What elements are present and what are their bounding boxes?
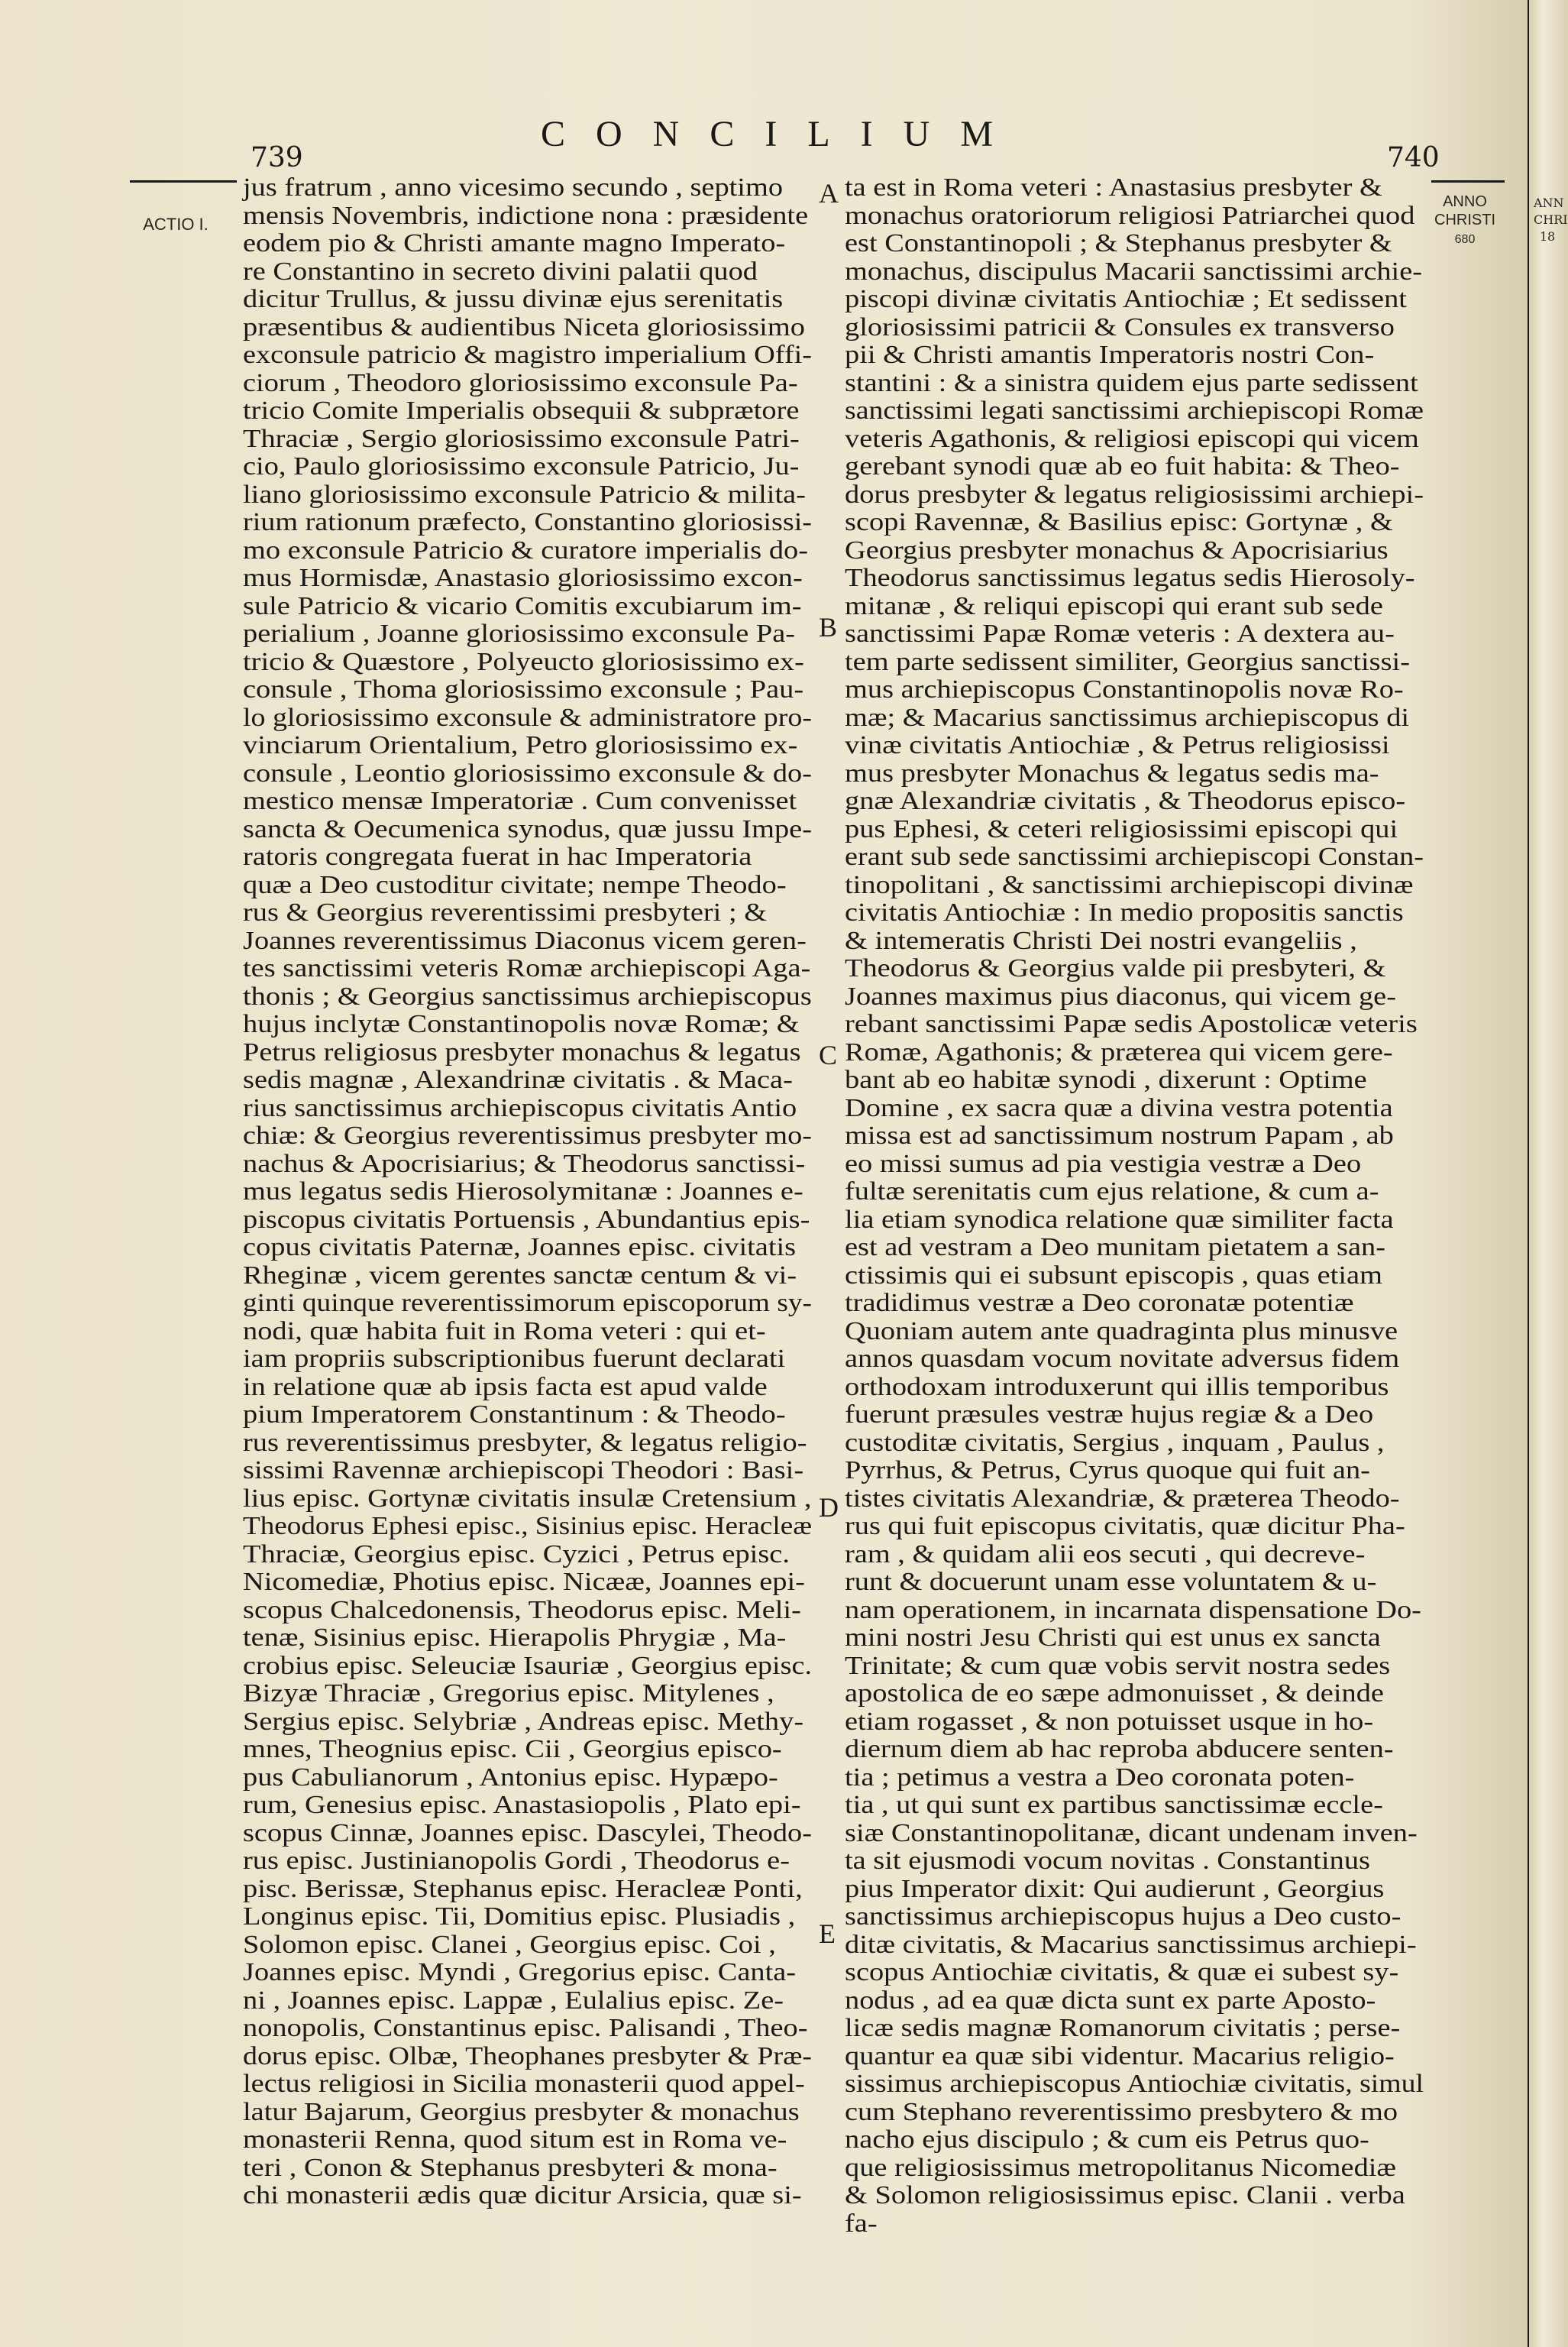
text-line: ciorum , Theodoro gloriosissimo exconsule Pa- <box>243 368 798 397</box>
text-line: rium rationum præfecto, Constantino gloriosissi- <box>243 508 812 536</box>
text-line: sedis magnæ , Alexandrinæ civitatis . & Maca- <box>243 1066 793 1094</box>
text-line: exconsule patricio & magistro imperialium Offi- <box>243 341 812 369</box>
text-line: stantini : & a sinistra quidem ejus parte sedissent <box>845 368 1418 397</box>
text-line: annos quasdam vocum novitate adversus fidem <box>845 1345 1400 1373</box>
text-line: Solomon episc. Clanei , Georgius episc. Coi , <box>243 1930 776 1959</box>
text-line: scopus Antiochiæ civitatis, & quæ ei subest sy- <box>845 1958 1399 1986</box>
text-line: Sergius episc. Selybriæ , Andreas episc. Methy- <box>243 1707 804 1736</box>
text-line: monachus, discipulus Macarii sanctissimi archie- <box>845 257 1423 286</box>
text-line: mo exconsule Patricio & curatore imperialis do- <box>243 536 809 565</box>
text-line: pius Imperator dixit: Qui audierunt , Georgius <box>845 1874 1385 1903</box>
text-line: cio, Paulo gloriosissimo exconsule Patricio, Ju- <box>243 452 800 481</box>
text-line: Trinitate; & cum quæ vobis servit nostra sedes <box>845 1651 1391 1680</box>
text-line: diernum diem ab hac reproba abducere senten- <box>845 1735 1394 1763</box>
text-line: tinopolitani , & sanctissimi archiepiscopi divinæ <box>845 870 1414 899</box>
text-line: rus reverentissimus presbyter, & legatus religio- <box>243 1428 807 1457</box>
text-line: missa est ad sanctissimum nostrum Papam , ab <box>845 1122 1394 1150</box>
text-line: Nicomediæ, Photius episc. Nicææ, Joannes epi- <box>243 1568 805 1596</box>
text-line: scopus Chalcedonensis, Theodorus episc. Meli- <box>243 1595 801 1624</box>
text-line: tes sanctissimi veteris Romæ archiepiscopi Aga- <box>243 954 811 983</box>
text-line: præsentibus & audientibus Niceta gloriosissimo <box>243 312 805 342</box>
text-line: mini nostri Jesu Christi qui est unus ex sancta <box>845 1623 1381 1652</box>
text-line: consule , Thoma gloriosissimo exconsule ; Pau- <box>243 675 804 704</box>
text-line: Romæ, Agathonis; & præterea qui vicem gere- <box>845 1038 1393 1067</box>
text-line: sissimus archiepiscopus Antiochiæ civitatis, simul <box>845 2070 1424 2098</box>
left-text-column <box>243 174 812 2210</box>
text-line: erant sub sede sanctissimi archiepiscopi Constan- <box>845 843 1424 871</box>
text-line: & intemeratis Christi Dei nostri evangeliis , <box>845 926 1357 955</box>
text-line: scopus Cinnæ, Joannes episc. Dascylei, Theodo- <box>243 1818 812 1847</box>
text-line: tia ; petimus a vestra a Deo coronata poten- <box>845 1763 1355 1792</box>
text-line: ta sit ejusmodi vocum novitas . Constantinus <box>845 1847 1370 1875</box>
text-line: ctissimis qui ei subsunt episcopis , quas etiam <box>845 1261 1382 1290</box>
text-line: rebant sanctissimi Papæ sedis Apostolicæ veteris <box>845 1010 1418 1038</box>
text-line: copus civitatis Paternæ, Joannes episc. civitatis <box>243 1233 797 1261</box>
text-line: dorus presbyter & legatus religiosissimi archiepi- <box>845 480 1424 509</box>
text-line: Thraciæ, Georgius episc. Cyzici , Petrus episc. <box>243 1539 790 1568</box>
text-line: nachus & Apocrisiarius; & Theodorus sanctissi- <box>243 1149 806 1178</box>
text-line: ram , & quidam alii eos secuti , qui decreve- <box>845 1539 1366 1568</box>
text-line: Pyrrhus, & Petrus, Cyrus quoque qui fuit an- <box>845 1456 1370 1484</box>
text-line: dicitur Trullus, & jussu divinæ ejus serenitatis <box>243 285 784 313</box>
text-line: cum Stephano reverentissimo presbytero & mo <box>845 2097 1398 2126</box>
text-line: nam operationem, in incarnata dispensatione Do- <box>845 1595 1421 1624</box>
section-letter-c: C <box>819 1040 838 1070</box>
text-line: teri , Conon & Stephanus presbyteri & mona- <box>243 2153 778 2182</box>
text-line: Theodorus Ephesi episc., Sisinius episc. Heracleæ <box>243 1512 812 1540</box>
right-margin-rule <box>1431 180 1505 183</box>
text-line: gerebant synodi quæ ab eo fuit habita: & Theo- <box>845 452 1400 481</box>
text-line: pii & Christi amantis Imperatoris nostri Con- <box>845 341 1375 369</box>
text-line: orthodoxam introduxerunt qui illis temporibus <box>845 1372 1389 1401</box>
text-line: sanctissimus archiepiscopus hujus a Deo custo- <box>845 1902 1402 1931</box>
text-line: sule Patricio & vicario Comitis excubiarum im- <box>243 591 802 620</box>
text-line: tistes civitatis Alexandriæ, & præterea Theodo- <box>845 1484 1400 1513</box>
binding-year: 18 <box>1539 229 1556 244</box>
text-line: tia , ut qui sunt ex partibus sanctissimæ eccle- <box>845 1791 1383 1819</box>
text-line: monasterii Renna, quod situm est in Roma ve- <box>243 2125 787 2154</box>
text-line: mus presbyter Monachus & legatus sedis ma- <box>845 759 1379 788</box>
year-label: 680 <box>1454 233 1476 246</box>
text-line: etiam rogasset , & non potuisset usque in ho- <box>845 1707 1374 1736</box>
text-line: rus qui fuit episcopus civitatis, quæ dicitur Pha- <box>845 1512 1405 1540</box>
text-line: Theodorus & Georgius valde pii presbyteri, & <box>845 954 1386 983</box>
text-line: mnes, Theognius episc. Cii , Georgius episco- <box>243 1735 782 1763</box>
text-line: sancta & Oecumenica synodus, quæ jussu Impe- <box>243 814 812 843</box>
text-line: monachus oratoriorum religiosi Patriarchei quod <box>845 201 1415 230</box>
text-line: lectus religiosi in Sicilia monasterii quod appel- <box>243 2070 805 2098</box>
actio-label: ACTIO I. <box>143 215 209 234</box>
text-line: pus Cabulianorum , Antonius episc. Hypæpo- <box>243 1763 778 1792</box>
page-title: CONCILIUM <box>541 114 1023 154</box>
text-line: nacho ejus discipulo ; & cum eis Petrus quo- <box>845 2125 1369 2154</box>
text-line: licæ sedis magnæ Romanorum civitatis ; perse- <box>845 2014 1401 2042</box>
text-line: Thraciæ , Sergio gloriosissimo exconsule Patri- <box>243 424 800 453</box>
text-line: Joannes episc. Myndi , Gregorius episc. Canta- <box>243 1958 797 1986</box>
section-letter-b: B <box>819 612 838 643</box>
text-line: bant ab eo habitæ synodi , dixerunt : Optime <box>845 1066 1367 1094</box>
text-line: custoditæ civitatis, Sergius , inquam , Paulus , <box>845 1428 1385 1457</box>
left-margin-rule <box>130 180 237 183</box>
text-line: Petrus religiosus presbyter monachus & legatus <box>243 1038 801 1067</box>
text-line: mus legatus sedis Hierosolymitanæ : Joannes e- <box>243 1177 803 1206</box>
text-line: tricio Comite Imperialis obsequii & subprætore <box>243 397 800 425</box>
text-line: Domine , ex sacra quæ a divina vestra potentia <box>845 1093 1393 1122</box>
text-line: chiæ: & Georgius reverentissimus presbyter mo- <box>243 1122 812 1150</box>
text-line: vinciarum Orientalium, Petro gloriosissimo ex- <box>243 731 798 759</box>
text-line: veteris Agathonis, & religiosi episcopi qui vicem <box>845 424 1419 453</box>
text-line: tenæ, Sisinius episc. Hierapolis Phrygiæ , Ma- <box>243 1623 787 1652</box>
text-line: runt & docuerunt unam esse voluntatem & u- <box>845 1568 1377 1596</box>
text-line: mæ; & Macarius sanctissimus archiepiscopus di <box>845 703 1410 732</box>
text-line: thonis ; & Georgius sanctissimus archiepiscopus <box>243 982 812 1011</box>
text-line: ratoris congregata fuerat in hac Imperatoria <box>243 843 752 871</box>
text-line: est Constantinopoli ; & Stephanus presbyter & <box>845 229 1392 257</box>
text-line: in relatione quæ ab ipsis facta est apud valde <box>243 1372 768 1401</box>
text-line: latur Bajarum, Georgius presbyter & monachus <box>243 2097 800 2126</box>
right-text-column <box>845 174 1424 2238</box>
text-line: sanctissimi Papæ Romæ veteris : A dextera au- <box>845 620 1395 648</box>
binding-christi: CHRI <box>1534 212 1568 227</box>
text-line: Longinus episc. Tii, Domitius episc. Plusiadis , <box>243 1902 796 1931</box>
text-line: fuerunt præsules vestræ hujus regiæ & a Deo <box>845 1400 1374 1429</box>
section-letter-a: A <box>819 178 839 209</box>
text-line: piscopus civitatis Portuensis , Abundantius epis- <box>243 1205 810 1234</box>
text-line: tem parte sedissent similiter, Georgius sanctissi- <box>845 647 1411 676</box>
binding-anno: ANN <box>1534 196 1564 210</box>
text-line: fa- <box>845 2209 878 2238</box>
text-line: mestico mensæ Imperatoriæ . Cum convenisset <box>243 787 797 815</box>
text-line: scopi Ravennæ, & Basilius episc: Gortynæ , & <box>845 508 1393 536</box>
section-letter-d: D <box>819 1492 839 1523</box>
text-line: Joannes reverentissimus Diaconus vicem geren- <box>243 926 807 955</box>
text-line: quantur ea quæ sibi videntur. Macarius religio- <box>845 2041 1395 2070</box>
text-line: mitanæ , & reliqui episcopi qui erant sub sede <box>845 591 1383 620</box>
text-line: rum, Genesius episc. Anastasiopolis , Plato epi- <box>243 1791 801 1819</box>
text-line: ginti quinque reverentissimorum episcoporum sy- <box>243 1289 812 1317</box>
text-line: chi monasterii ædis quæ dicitur Arsicia, quæ si- <box>243 2181 802 2209</box>
text-line: civitatis Antiochiæ : In medio propositis sanctis <box>845 898 1404 927</box>
text-line: siæ Constantinopolitanæ, dicant undenam inven- <box>845 1818 1418 1847</box>
text-line: re Constantino in secreto divini palatii quod <box>243 257 758 286</box>
text-line: Quoniam autem ante quadraginta plus minusve <box>845 1316 1398 1345</box>
text-line: jus fratrum , anno vicesimo secundo , septimo <box>243 173 784 202</box>
text-line: nodi, quæ habita fuit in Roma veteri : qui et- <box>243 1316 766 1345</box>
text-line: tricio & Quæstore , Polyeucto gloriosissimo ex- <box>243 647 804 676</box>
text-line: mus archiepiscopus Constantinopolis novæ Ro- <box>845 675 1404 704</box>
text-line: sanctissimi legati sanctissimi archiepiscopi Romæ <box>845 397 1424 425</box>
text-line: gloriosissimi patricii & Consules ex transverso <box>845 312 1395 342</box>
text-line: mensis Novembris, indictione nona : præsidente <box>243 201 809 230</box>
text-line: tradidimus vestræ a Deo coronatæ potentiæ <box>845 1289 1354 1317</box>
text-line: piscopi divinæ civitatis Antiochiæ ; Et sedissent <box>845 285 1407 313</box>
text-line: dorus episc. Olbæ, Theophanes presbyter & Præ- <box>243 2041 812 2070</box>
text-line: & Solomon religiosissimus episc. Clanii . verba <box>845 2181 1405 2209</box>
text-line: rius sanctissimus archiepiscopus civitatis Antio <box>243 1093 797 1122</box>
text-line: consule , Leontio gloriosissimo exconsule & do- <box>243 759 812 788</box>
text-line: ditæ civitatis, & Macarius sanctissimus archiepi- <box>845 1930 1417 1959</box>
anno-label: ANNO <box>1443 193 1487 210</box>
text-line: ni , Joannes episc. Lappæ , Eulalius episc. Ze- <box>243 1986 784 2015</box>
text-line: rus & Georgius reverentissimi presbyteri ; & <box>243 898 768 927</box>
text-line: que religiosissimus metropolitanus Nicomediæ <box>845 2153 1397 2182</box>
page-number-right: 740 <box>1387 142 1440 173</box>
text-line: pisc. Berissæ, Stephanus episc. Heracleæ Ponti, <box>243 1874 803 1903</box>
text-line: Rheginæ , vicem gerentes sanctæ centum & vi- <box>243 1261 797 1290</box>
text-line: Georgius presbyter monachus & Apocrisiarius <box>845 536 1389 565</box>
text-line: hujus inclytæ Constantinopolis novæ Romæ; & <box>243 1010 800 1038</box>
next-page-edge <box>1528 0 1568 2347</box>
text-line: liano gloriosissimo exconsule Patricio & milita- <box>243 480 806 509</box>
text-line: rus episc. Justinianopolis Gordi , Theodorus e- <box>243 1847 790 1875</box>
text-line: pium Imperatorem Constantinum : & Theodo- <box>243 1400 786 1429</box>
text-line: quæ a Deo custoditur civitate; nempe Theodo- <box>243 870 787 899</box>
text-line: perialium , Joanne gloriosissimo exconsule Pa- <box>243 620 796 648</box>
text-line: lo gloriosissimo exconsule & administratore pro- <box>243 703 812 732</box>
page-number-left: 739 <box>251 142 303 173</box>
text-line: lius episc. Gortynæ civitatis insulæ Cretensium , <box>243 1484 812 1513</box>
text-line: gnæ Alexandriæ civitatis , & Theodorus episco- <box>845 787 1406 815</box>
text-line: lia etiam synodica relatione quæ similiter facta <box>845 1205 1394 1234</box>
text-line: nodus , ad ea quæ dicta sunt ex parte Aposto- <box>845 1986 1376 2015</box>
christi-label: CHRISTI <box>1434 212 1495 228</box>
text-line: vinæ civitatis Antiochiæ , & Petrus religiosissi <box>845 731 1390 759</box>
text-line: ta est in Roma veteri : Anastasius presbyter & <box>845 173 1382 202</box>
text-line: Bizyæ Thraciæ , Gregorius episc. Mitylenes , <box>243 1679 774 1708</box>
text-line: nonopolis, Constantinus episc. Palisandi , Theo- <box>243 2014 808 2042</box>
text-line: sissimi Ravennæ archiepiscopi Theodori : Basi- <box>243 1456 804 1484</box>
text-line: iam propriis subscriptionibus fuerunt declarati <box>243 1345 786 1373</box>
text-line: mus Hormisdæ, Anastasio gloriosissimo excon- <box>243 564 803 592</box>
text-line: Joannes maximus pius diaconus, qui vicem ge- <box>845 982 1397 1011</box>
text-line: est ad vestram a Deo munitam pietatem a san- <box>845 1233 1386 1261</box>
text-line: fultæ serenitatis cum ejus relatione, & cum a- <box>845 1177 1379 1206</box>
text-line: eodem pio & Christi amante magno Imperato- <box>243 229 786 257</box>
text-line: Theodorus sanctissimus legatus sedis Hierosoly- <box>845 564 1415 592</box>
text-line: pus Ephesi, & ceteri religiosissimi episcopi qui <box>845 814 1398 843</box>
text-line: crobius episc. Seleuciæ Isauriæ , Georgius episc. <box>243 1651 812 1680</box>
section-letter-e: E <box>819 1918 836 1949</box>
text-line: apostolica de eo sæpe admonuisset , & deinde <box>845 1679 1384 1708</box>
text-line: eo missi sumus ad pia vestigia vestræ a Deo <box>845 1149 1362 1178</box>
